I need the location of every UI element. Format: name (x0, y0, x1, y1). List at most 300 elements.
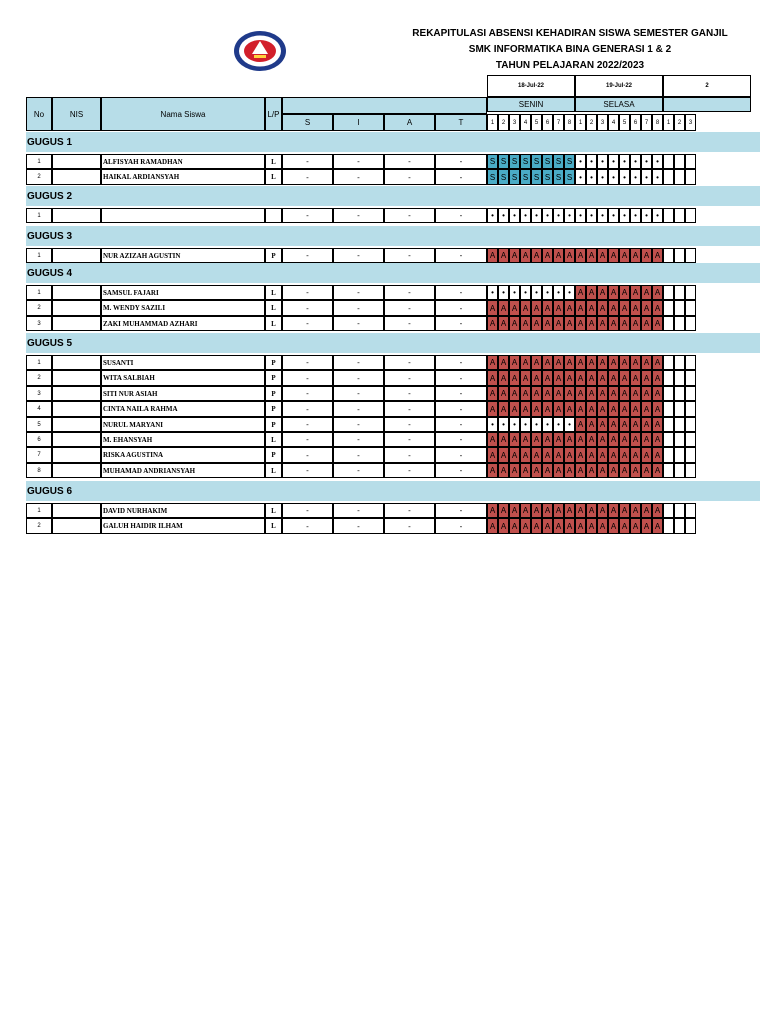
row-attendance-cell (663, 169, 674, 185)
row-attendance-cell: A (553, 447, 564, 463)
header-summary-i: I (333, 114, 384, 131)
row-summary-cell: - (384, 285, 435, 300)
row-attendance-cell: A (575, 447, 586, 463)
header-period: 1 (575, 114, 586, 131)
row-attendance-cell: A (487, 386, 498, 401)
row-summary-cell: - (435, 169, 487, 185)
header-period: 4 (520, 114, 531, 131)
row-attendance-cell: A (553, 463, 564, 478)
row-attendance-cell: A (553, 401, 564, 417)
row-attendance-cell (663, 386, 674, 401)
row-gender: L (265, 300, 282, 316)
header-period: 3 (597, 114, 608, 131)
row-attendance-cell (685, 370, 696, 386)
row-attendance-cell: A (487, 248, 498, 263)
row-attendance-cell: A (608, 417, 619, 432)
row-attendance-cell: A (597, 370, 608, 386)
row-attendance-cell: A (597, 503, 608, 518)
row-attendance-cell: A (630, 447, 641, 463)
row-attendance-cell: A (509, 447, 520, 463)
row-attendance-cell (663, 370, 674, 386)
row-attendance-cell: A (586, 316, 597, 331)
row-nis (52, 447, 101, 463)
row-attendance-cell: A (575, 417, 586, 432)
row-summary-cell: - (435, 417, 487, 432)
row-summary-cell: - (435, 154, 487, 169)
row-attendance-cell: A (575, 386, 586, 401)
row-student-name: SUSANTI (101, 355, 265, 370)
row-attendance-cell: A (509, 316, 520, 331)
row-summary-cell: - (435, 447, 487, 463)
row-attendance-cell (663, 401, 674, 417)
row-summary-cell: - (384, 169, 435, 185)
row-attendance-cell: A (641, 355, 652, 370)
row-student-name: RISKA AGUSTINA (101, 447, 265, 463)
row-attendance-cell: A (586, 386, 597, 401)
row-attendance-cell: • (498, 417, 509, 432)
row-attendance-cell (685, 432, 696, 447)
row-summary-cell: - (333, 248, 384, 263)
row-attendance-cell: • (652, 208, 663, 223)
row-attendance-cell: A (652, 316, 663, 331)
row-attendance-cell (685, 169, 696, 185)
row-attendance-cell: A (630, 401, 641, 417)
row-summary-cell: - (435, 432, 487, 447)
row-attendance-cell: A (575, 432, 586, 447)
row-attendance-cell: A (597, 248, 608, 263)
row-attendance-cell: • (487, 208, 498, 223)
row-attendance-cell (674, 401, 685, 417)
row-gender: L (265, 285, 282, 300)
row-attendance-cell: A (641, 518, 652, 534)
row-student-name: MUHAMAD ANDRIANSYAH (101, 463, 265, 478)
row-attendance-cell: • (641, 208, 652, 223)
school-name: SMK INFORMATIKA BINA GENERASI 1 & 2 (468, 44, 672, 55)
header-period: 1 (487, 114, 498, 131)
row-attendance-cell: • (531, 417, 542, 432)
row-attendance-cell: A (586, 300, 597, 316)
row-attendance-cell: A (630, 386, 641, 401)
row-attendance-cell: A (509, 355, 520, 370)
row-attendance-cell: • (553, 417, 564, 432)
row-attendance-cell: A (520, 248, 531, 263)
row-attendance-cell: A (586, 370, 597, 386)
row-attendance-cell: A (641, 417, 652, 432)
row-attendance-cell: A (619, 300, 630, 316)
row-attendance-cell: A (498, 518, 509, 534)
group-header: GUGUS 3 (26, 226, 760, 246)
header-lp: L/P (265, 97, 282, 131)
row-attendance-cell: A (630, 248, 641, 263)
header-nis: NIS (52, 97, 101, 131)
row-summary-cell: - (333, 154, 384, 169)
row-attendance-cell: A (630, 316, 641, 331)
row-attendance-cell: A (586, 417, 597, 432)
row-attendance-cell: A (520, 518, 531, 534)
row-summary-cell: - (384, 518, 435, 534)
row-gender: P (265, 401, 282, 417)
row-no: 1 (26, 503, 52, 518)
row-attendance-cell: A (564, 386, 575, 401)
row-attendance-cell: • (575, 169, 586, 185)
row-summary-cell: - (282, 169, 333, 185)
row-attendance-cell (685, 355, 696, 370)
row-attendance-cell: A (641, 248, 652, 263)
row-attendance-cell: A (597, 316, 608, 331)
row-attendance-cell: A (586, 285, 597, 300)
row-attendance-cell: A (564, 300, 575, 316)
row-attendance-cell: A (520, 463, 531, 478)
row-attendance-cell: • (553, 208, 564, 223)
row-attendance-cell (685, 447, 696, 463)
row-attendance-cell: A (542, 401, 553, 417)
row-nis (52, 316, 101, 331)
row-nis (52, 355, 101, 370)
row-attendance-cell: A (619, 355, 630, 370)
row-attendance-cell: A (531, 401, 542, 417)
row-attendance-cell: A (641, 463, 652, 478)
row-nis (52, 208, 101, 223)
row-summary-cell: - (384, 432, 435, 447)
row-attendance-cell (674, 154, 685, 169)
row-attendance-cell: A (619, 463, 630, 478)
row-attendance-cell: A (652, 355, 663, 370)
row-attendance-cell: A (597, 401, 608, 417)
row-attendance-cell: A (564, 503, 575, 518)
row-summary-cell: - (282, 447, 333, 463)
row-attendance-cell: A (619, 370, 630, 386)
row-attendance-cell (663, 285, 674, 300)
row-attendance-cell: A (619, 248, 630, 263)
row-attendance-cell: A (586, 432, 597, 447)
row-attendance-cell: S (498, 154, 509, 169)
row-summary-cell: - (333, 401, 384, 417)
row-attendance-cell: A (564, 401, 575, 417)
row-no: 2 (26, 169, 52, 185)
row-attendance-cell (663, 248, 674, 263)
row-nis (52, 432, 101, 447)
header-period: 2 (498, 114, 509, 131)
row-attendance-cell: A (553, 370, 564, 386)
row-attendance-cell: A (498, 463, 509, 478)
row-attendance-cell: S (553, 154, 564, 169)
row-attendance-cell: A (619, 316, 630, 331)
row-attendance-cell (674, 463, 685, 478)
row-attendance-cell: A (597, 447, 608, 463)
row-attendance-cell (685, 386, 696, 401)
row-summary-cell: - (384, 503, 435, 518)
row-summary-cell: - (333, 432, 384, 447)
row-summary-cell: - (282, 401, 333, 417)
row-attendance-cell: • (597, 208, 608, 223)
row-attendance-cell: A (564, 355, 575, 370)
row-summary-cell: - (282, 285, 333, 300)
row-summary-cell: - (333, 463, 384, 478)
row-attendance-cell: A (564, 316, 575, 331)
report-title: REKAPITULASI ABSENSI KEHADIRAN SISWA SEMESTER GANJIL (412, 28, 728, 39)
row-attendance-cell (685, 417, 696, 432)
row-attendance-cell (674, 248, 685, 263)
row-attendance-cell: A (608, 355, 619, 370)
header-period: 7 (553, 114, 564, 131)
row-attendance-cell: A (630, 503, 641, 518)
row-attendance-cell: A (531, 300, 542, 316)
row-attendance-cell: A (608, 316, 619, 331)
row-attendance-cell: S (509, 154, 520, 169)
row-attendance-cell: A (487, 355, 498, 370)
row-nis (52, 370, 101, 386)
row-attendance-cell: • (542, 285, 553, 300)
header-date: 19-Jul-22 (575, 75, 663, 97)
row-gender: L (265, 154, 282, 169)
row-student-name: HAIKAL ARDIANSYAH (101, 169, 265, 185)
row-attendance-cell: • (509, 285, 520, 300)
row-summary-cell: - (333, 417, 384, 432)
header-period: 2 (674, 114, 685, 131)
row-student-name: SAMSUL FAJARI (101, 285, 265, 300)
row-attendance-cell: S (487, 154, 498, 169)
group-header: GUGUS 6 (26, 481, 760, 501)
row-attendance-cell: A (630, 355, 641, 370)
row-attendance-cell: • (564, 208, 575, 223)
row-attendance-cell: • (586, 154, 597, 169)
row-attendance-cell: • (509, 208, 520, 223)
row-attendance-cell: A (564, 248, 575, 263)
row-student-name: GALUH HAIDIR ILHAM (101, 518, 265, 534)
header-period: 5 (619, 114, 630, 131)
row-gender: P (265, 248, 282, 263)
row-attendance-cell: A (520, 316, 531, 331)
row-attendance-cell: A (542, 463, 553, 478)
row-no: 7 (26, 447, 52, 463)
row-summary-cell: - (333, 386, 384, 401)
academic-year: TAHUN PELAJARAN 2022/2023 (495, 60, 645, 71)
row-attendance-cell: A (564, 518, 575, 534)
row-summary-cell: - (435, 463, 487, 478)
group-header: GUGUS 5 (26, 333, 760, 353)
row-attendance-cell: A (509, 463, 520, 478)
row-attendance-cell (663, 355, 674, 370)
row-attendance-cell: A (630, 518, 641, 534)
row-attendance-cell: • (608, 208, 619, 223)
row-attendance-cell: A (619, 386, 630, 401)
row-attendance-cell: A (520, 432, 531, 447)
row-attendance-cell: • (575, 208, 586, 223)
row-attendance-cell: • (619, 169, 630, 185)
row-student-name: ZAKI MUHAMMAD AZHARI (101, 316, 265, 331)
row-attendance-cell: A (641, 370, 652, 386)
row-attendance-cell: A (553, 386, 564, 401)
row-attendance-cell (663, 316, 674, 331)
row-attendance-cell: • (542, 208, 553, 223)
row-attendance-cell: A (630, 463, 641, 478)
group-header: GUGUS 2 (26, 186, 760, 206)
row-attendance-cell: S (531, 169, 542, 185)
row-summary-cell: - (282, 208, 333, 223)
row-attendance-cell: A (575, 401, 586, 417)
row-summary-cell: - (384, 154, 435, 169)
row-no: 2 (26, 518, 52, 534)
row-attendance-cell (685, 316, 696, 331)
row-gender: L (265, 169, 282, 185)
row-attendance-cell: A (597, 518, 608, 534)
row-attendance-cell: A (520, 447, 531, 463)
header-period: 1 (663, 114, 674, 131)
row-summary-cell: - (282, 518, 333, 534)
row-attendance-cell: A (487, 503, 498, 518)
row-attendance-cell: • (608, 169, 619, 185)
header-date: 18-Jul-22 (487, 75, 575, 97)
row-summary-cell: - (333, 300, 384, 316)
row-attendance-cell: A (498, 370, 509, 386)
row-nis (52, 154, 101, 169)
row-attendance-cell: A (652, 518, 663, 534)
row-attendance-cell (663, 463, 674, 478)
row-no: 3 (26, 386, 52, 401)
row-attendance-cell: S (487, 169, 498, 185)
row-attendance-cell: A (630, 370, 641, 386)
row-attendance-cell: A (498, 401, 509, 417)
row-attendance-cell: A (575, 285, 586, 300)
header-summary-s: S (282, 114, 333, 131)
row-attendance-cell: • (652, 169, 663, 185)
row-attendance-cell: A (608, 432, 619, 447)
row-summary-cell: - (384, 208, 435, 223)
row-attendance-cell (674, 316, 685, 331)
row-attendance-cell: A (608, 386, 619, 401)
row-attendance-cell: A (652, 503, 663, 518)
row-attendance-cell: A (575, 503, 586, 518)
row-attendance-cell: A (509, 248, 520, 263)
row-attendance-cell (674, 518, 685, 534)
row-nis (52, 169, 101, 185)
row-attendance-cell: A (487, 401, 498, 417)
row-attendance-cell (674, 386, 685, 401)
row-gender: L (265, 316, 282, 331)
row-attendance-cell: A (575, 518, 586, 534)
row-attendance-cell: S (520, 154, 531, 169)
row-attendance-cell: A (487, 370, 498, 386)
row-summary-cell: - (384, 355, 435, 370)
row-attendance-cell: A (498, 300, 509, 316)
row-attendance-cell: A (641, 316, 652, 331)
row-attendance-cell: A (542, 316, 553, 331)
row-no: 1 (26, 355, 52, 370)
row-student-name: NUR AZIZAH AGUSTIN (101, 248, 265, 263)
row-attendance-cell: A (586, 248, 597, 263)
row-attendance-cell: A (553, 248, 564, 263)
header-summary-a: A (384, 114, 435, 131)
row-attendance-cell: A (509, 370, 520, 386)
row-attendance-cell: S (520, 169, 531, 185)
row-gender: P (265, 386, 282, 401)
row-attendance-cell (674, 355, 685, 370)
row-student-name: M. EHANSYAH (101, 432, 265, 447)
row-attendance-cell: A (619, 285, 630, 300)
row-gender (265, 208, 282, 223)
row-attendance-cell: A (564, 447, 575, 463)
row-attendance-cell: A (542, 432, 553, 447)
row-attendance-cell: A (553, 316, 564, 331)
row-attendance-cell: A (531, 316, 542, 331)
row-attendance-cell (663, 417, 674, 432)
row-attendance-cell: A (597, 417, 608, 432)
row-attendance-cell: A (630, 300, 641, 316)
row-attendance-cell: A (520, 300, 531, 316)
row-attendance-cell (685, 503, 696, 518)
row-summary-cell: - (384, 447, 435, 463)
row-summary-cell: - (384, 248, 435, 263)
row-attendance-cell: • (564, 285, 575, 300)
row-attendance-cell: • (641, 169, 652, 185)
row-attendance-cell: A (520, 386, 531, 401)
row-attendance-cell: A (487, 518, 498, 534)
row-attendance-cell: A (487, 316, 498, 331)
row-no: 4 (26, 401, 52, 417)
row-summary-cell: - (435, 316, 487, 331)
header-summary-t: T (435, 114, 487, 131)
row-attendance-cell: A (641, 503, 652, 518)
row-no: 1 (26, 154, 52, 169)
row-attendance-cell: • (597, 154, 608, 169)
row-summary-cell: - (282, 503, 333, 518)
row-student-name: ALFISYAH RAMADHAN (101, 154, 265, 169)
row-attendance-cell (685, 463, 696, 478)
row-attendance-cell: A (641, 386, 652, 401)
header-period: 3 (509, 114, 520, 131)
row-attendance-cell: • (586, 208, 597, 223)
row-attendance-cell: A (542, 386, 553, 401)
header-period: 4 (608, 114, 619, 131)
row-attendance-cell: A (619, 447, 630, 463)
row-attendance-cell: A (487, 447, 498, 463)
row-attendance-cell: A (630, 432, 641, 447)
row-attendance-cell: A (630, 417, 641, 432)
row-summary-cell: - (435, 248, 487, 263)
row-attendance-cell: A (564, 370, 575, 386)
row-attendance-cell: A (553, 518, 564, 534)
header-period: 7 (641, 114, 652, 131)
row-attendance-cell: A (553, 503, 564, 518)
row-summary-cell: - (282, 355, 333, 370)
row-attendance-cell: A (487, 432, 498, 447)
row-attendance-cell: A (509, 300, 520, 316)
row-attendance-cell: A (641, 432, 652, 447)
row-attendance-cell: S (509, 169, 520, 185)
row-attendance-cell (674, 432, 685, 447)
row-attendance-cell: A (509, 503, 520, 518)
row-attendance-cell: • (575, 154, 586, 169)
row-attendance-cell: • (487, 417, 498, 432)
row-attendance-cell: A (619, 401, 630, 417)
row-nis (52, 285, 101, 300)
row-no: 1 (26, 248, 52, 263)
row-summary-cell: - (384, 386, 435, 401)
row-attendance-cell: • (531, 285, 542, 300)
row-student-name: NURUL MARYANI (101, 417, 265, 432)
row-attendance-cell: A (542, 300, 553, 316)
row-attendance-cell: S (553, 169, 564, 185)
row-attendance-cell: A (531, 355, 542, 370)
row-attendance-cell: A (597, 386, 608, 401)
row-attendance-cell: • (641, 154, 652, 169)
row-attendance-cell: A (487, 463, 498, 478)
row-attendance-cell: • (597, 169, 608, 185)
header-day (663, 97, 751, 112)
header-no: No (26, 97, 52, 131)
row-attendance-cell: A (553, 300, 564, 316)
row-attendance-cell: A (509, 518, 520, 534)
